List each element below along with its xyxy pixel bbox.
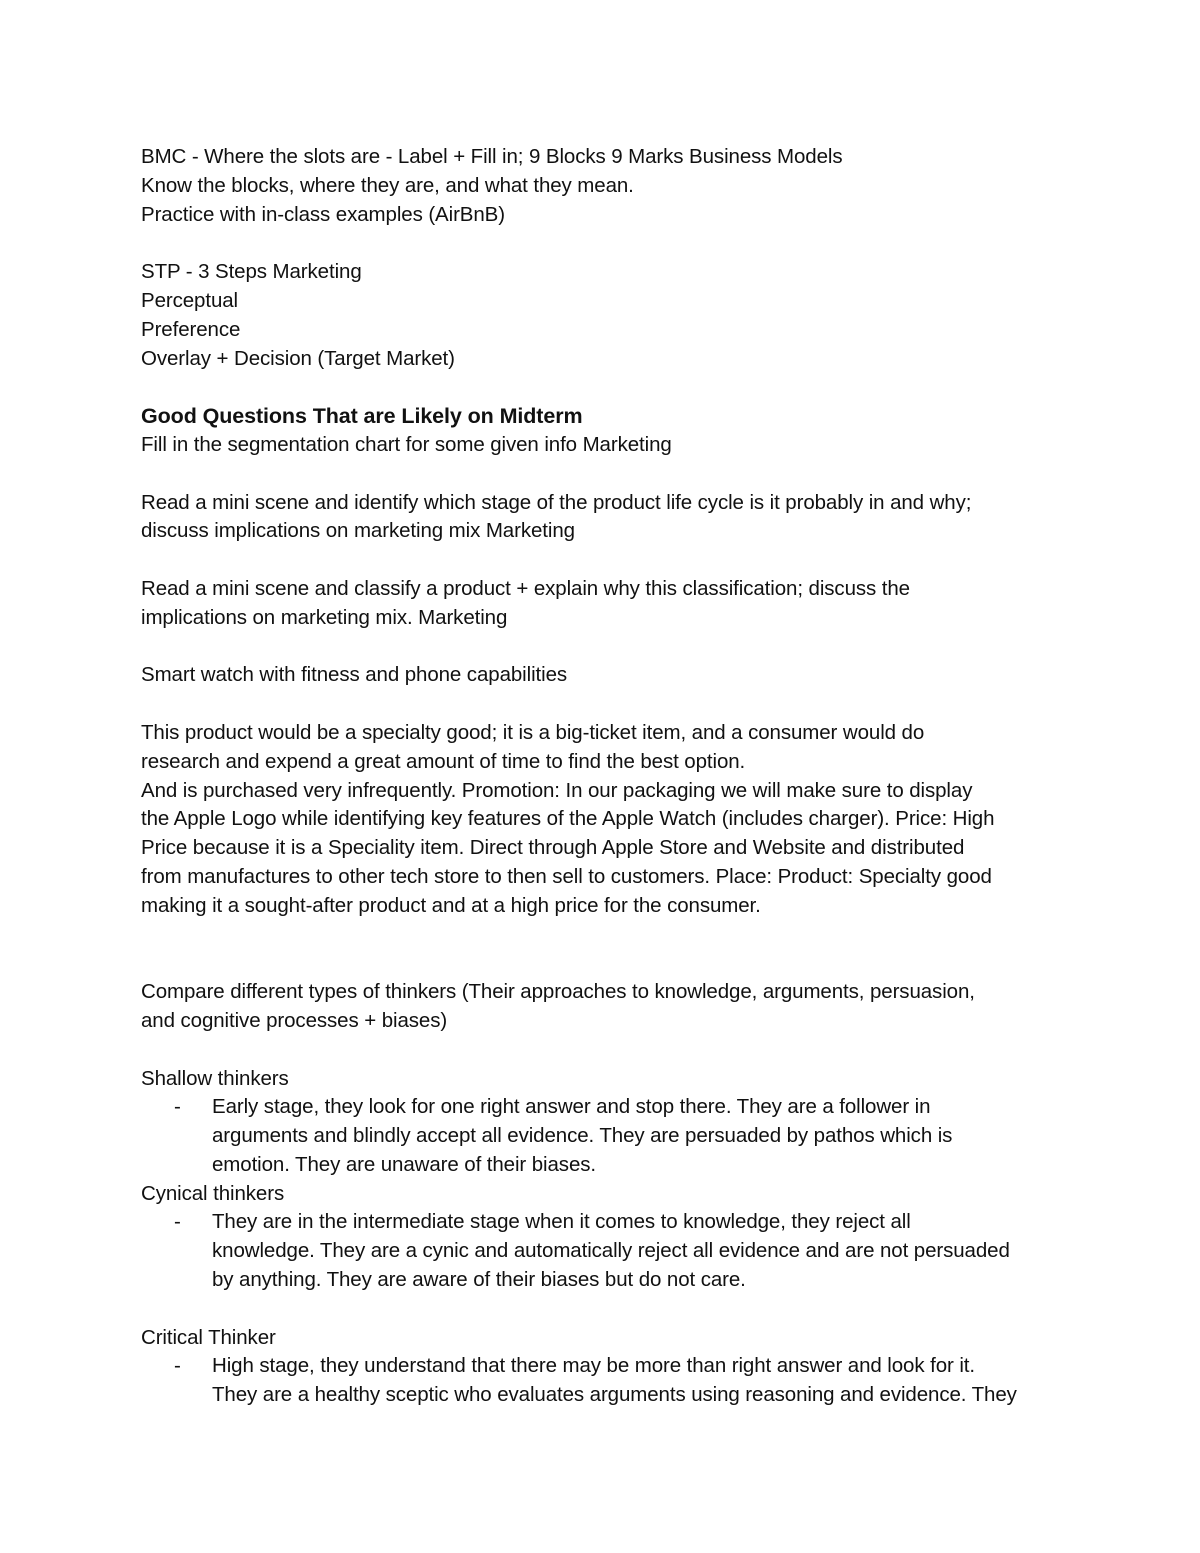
answer-line: research and expend a great amount of time to find the best option. [141,749,746,773]
bullet-dash: - [174,1095,181,1119]
bullet-line: Early stage, they look for one right answer and stop there. They are a follower in [212,1095,931,1119]
spacer [141,460,1071,489]
thinkers-intro [141,978,1061,1036]
bullet-line: They are in the intermediate stage when it comes to knowledge, they reject all [212,1210,911,1234]
spacer [141,546,1071,575]
answer-line: making it a sought-after product and at a high price for the consumer. [141,893,761,917]
answer-line: Price because it is a Speciality item. Direct through Apple Store and Website and distributed [141,836,965,860]
section-heading: Good Questions That are Likely on Midterm [141,404,583,429]
answer-line: And is purchased very infrequently. Promotion: In our packaging we will make sure to display [141,778,973,802]
example-product: Smart watch with fitness and phone capabilities [141,663,568,687]
document-body [141,143,1071,1410]
spacer [141,633,1071,662]
bullet-dash: - [174,1210,181,1234]
bullet-dash: - [174,1354,181,1378]
question-3-line: implications on marketing mix. Marketing [141,605,508,629]
shallow-thinkers-title: Shallow thinkers [141,1066,289,1090]
shallow-thinkers-bullet [141,1093,1071,1179]
thinkers-intro-line: and cognitive processes + biases) [141,1008,448,1032]
critical-thinker-title: Critical Thinker [141,1325,276,1349]
question-2 [141,489,1061,547]
bmc-line-3: Practice with in-class examples (AirBnB) [141,202,505,226]
example-answer [141,719,1061,921]
answer-line: from manufactures to other tech store to then sell to customers. Place: Product: Specialty good [141,864,992,888]
spacer [141,373,1071,402]
stp-line-2: Perceptual [141,288,239,312]
cynical-thinkers-bullet [141,1208,1071,1294]
question-2-line: Read a mini scene and identify which stage of the product life cycle is it probably in and why; [141,490,972,514]
stp-line-1: STP - 3 Steps Marketing [141,260,362,284]
question-2-line: discuss implications on marketing mix Marketing [141,519,575,543]
spacer [141,921,1071,979]
question-3-line: Read a mini scene and classify a product + explain why this classification; discuss the [141,576,910,600]
answer-line: This product would be a specialty good; it is a big-ticket item, and a consumer would do [141,720,925,744]
bullet-line: They are a healthy sceptic who evaluates arguments using reasoning and evidence. They [212,1383,1017,1407]
stp-line-3: Preference [141,317,241,341]
critical-thinker-bullet [141,1352,1071,1410]
bmc-line-1: BMC - Where the slots are - Label + Fill in; 9 Blocks 9 Marks Business Models [141,145,843,168]
question-3 [141,575,1061,633]
thinkers-intro-line: Compare different types of thinkers (Their approaches to knowledge, arguments, persuasion, [141,980,975,1004]
spacer [141,1036,1071,1065]
bullet-line: emotion. They are unaware of their biases. [212,1152,596,1176]
spacer [141,690,1071,719]
bullet-line: High stage, they understand that there may be more than right answer and look for it. [212,1354,975,1378]
bmc-line-2: Know the blocks, where they are, and what they mean. [141,173,634,197]
bullet-line: knowledge. They are a cynic and automatically reject all evidence and are not persuaded [212,1239,1010,1263]
spacer [141,229,1071,258]
answer-line: the Apple Logo while identifying key features of the Apple Watch (includes charger). Price: High [141,807,995,831]
bullet-line: by anything. They are aware of their biases but do not care. [212,1268,746,1292]
question-1: Fill in the segmentation chart for some given info Marketing [141,432,672,456]
spacer [141,1295,1071,1324]
cynical-thinkers-title: Cynical thinkers [141,1181,285,1205]
bullet-line: arguments and blindly accept all evidence. They are persuaded by pathos which is [212,1124,953,1148]
stp-line-4: Overlay + Decision (Target Market) [141,346,455,370]
